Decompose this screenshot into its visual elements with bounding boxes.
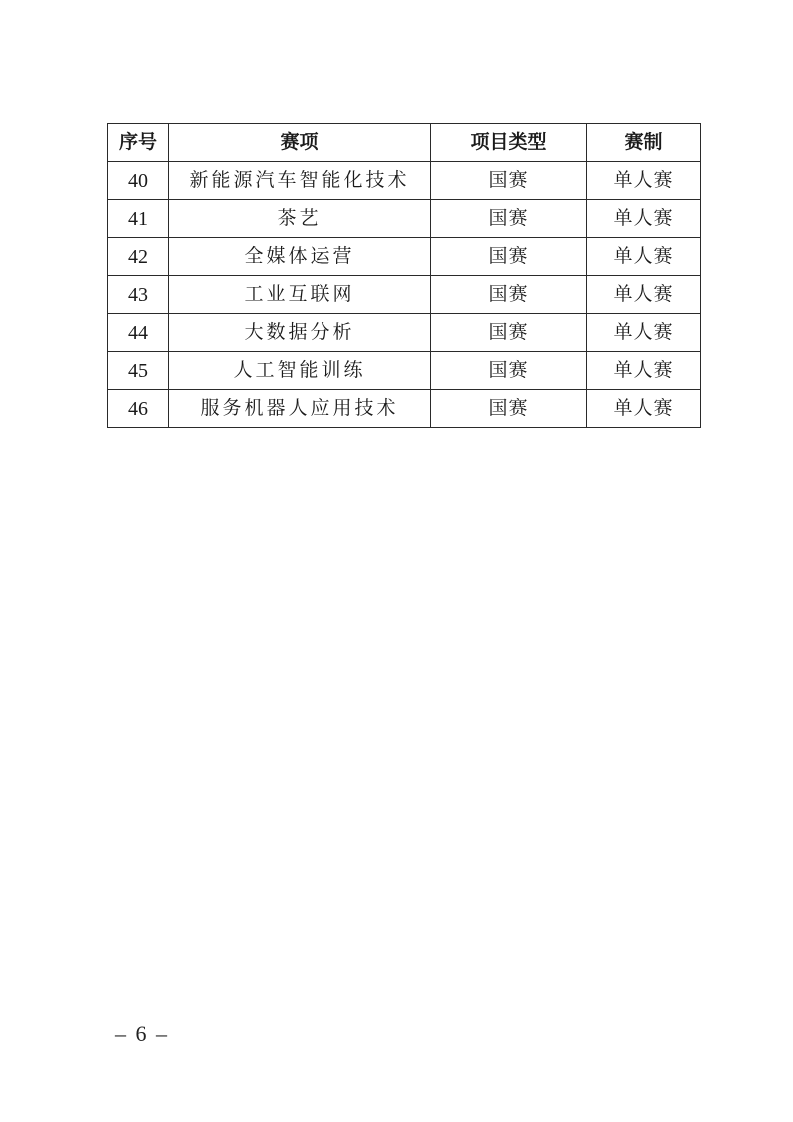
row-serial: 45 (108, 352, 169, 390)
row-event: 工业互联网 (169, 276, 431, 314)
row-type: 国赛 (431, 314, 587, 352)
header-type: 项目类型 (431, 124, 587, 162)
row-format: 单人赛 (587, 238, 701, 276)
page-number: – 6 – (115, 1021, 169, 1046)
row-type: 国赛 (431, 200, 587, 238)
row-format: 单人赛 (587, 276, 701, 314)
row-event: 全媒体运营 (169, 238, 431, 276)
row-format: 单人赛 (587, 162, 701, 200)
row-event: 服务机器人应用技术 (169, 390, 431, 428)
row-type: 国赛 (431, 276, 587, 314)
row-type: 国赛 (431, 162, 587, 200)
row-type: 国赛 (431, 238, 587, 276)
row-event: 人工智能训练 (169, 352, 431, 390)
row-format: 单人赛 (587, 352, 701, 390)
row-format: 单人赛 (587, 390, 701, 428)
table-row (108, 238, 701, 276)
row-event: 新能源汽车智能化技术 (169, 162, 431, 200)
row-serial: 42 (108, 238, 169, 276)
table-header-row (108, 124, 701, 162)
row-format: 单人赛 (587, 314, 701, 352)
competition-table (107, 123, 701, 428)
row-serial: 43 (108, 276, 169, 314)
row-serial: 41 (108, 200, 169, 238)
header-serial: 序号 (108, 124, 169, 162)
table-row (108, 352, 701, 390)
row-event: 茶艺 (169, 200, 431, 238)
row-event: 大数据分析 (169, 314, 431, 352)
table-row (108, 200, 701, 238)
table-row (108, 162, 701, 200)
row-serial: 40 (108, 162, 169, 200)
row-serial: 44 (108, 314, 169, 352)
row-type: 国赛 (431, 390, 587, 428)
table-row (108, 314, 701, 352)
header-event: 赛项 (169, 124, 431, 162)
row-serial: 46 (108, 390, 169, 428)
header-format: 赛制 (587, 124, 701, 162)
row-type: 国赛 (431, 352, 587, 390)
row-format: 单人赛 (587, 200, 701, 238)
table-row (108, 276, 701, 314)
table-row (108, 390, 701, 428)
